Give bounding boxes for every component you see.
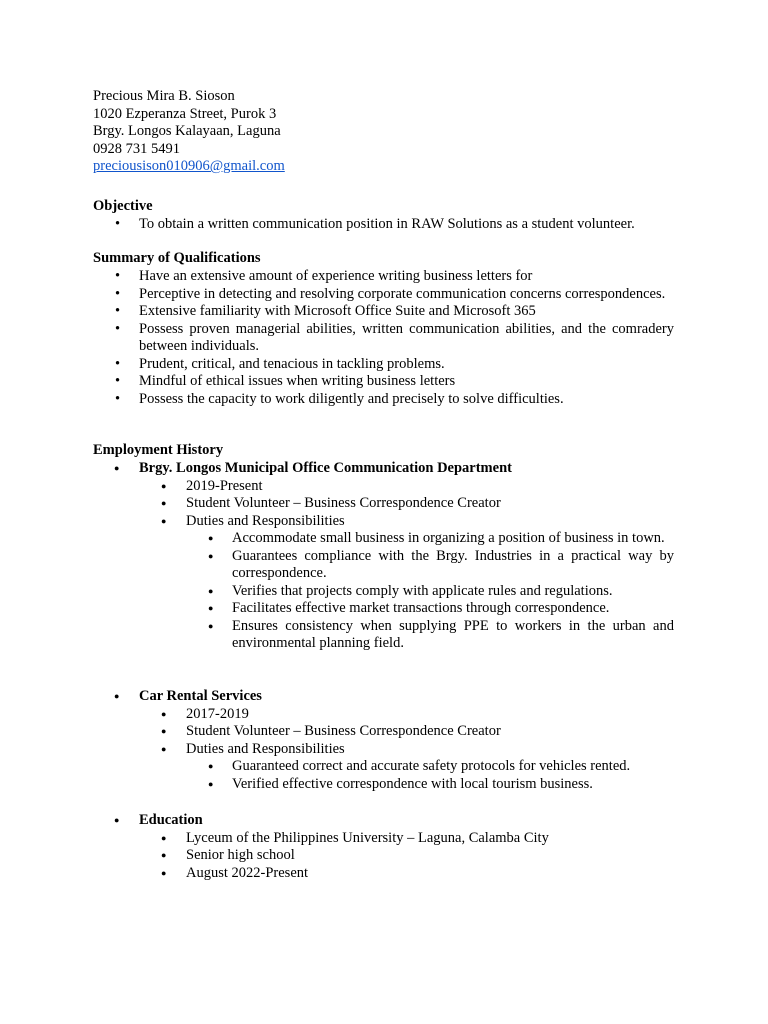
contact-block bbox=[93, 88, 285, 176]
address-barangay: Brgy. Longos Kalayaan, Laguna bbox=[93, 123, 281, 139]
job-period: ● 2017-2019 bbox=[93, 706, 674, 724]
qualification-item: • Extensive familiarity with Microsoft Office Suite and Microsoft 365 bbox=[93, 303, 674, 321]
objective-item: • To obtain a written communication position in RAW Solutions as a student volunteer. bbox=[93, 216, 674, 234]
job-duty: ● Accommodate small business in organizing a position of business in town. bbox=[93, 530, 674, 548]
job-duty: ● Facilitates effective market transactions through correspondence. bbox=[93, 600, 674, 618]
job-company: Brgy. Longos Municipal Office Communication Department bbox=[139, 460, 512, 476]
phone-number: 0928 731 5491 bbox=[93, 140, 180, 157]
qualification-item: • Have an extensive amount of experience writing business letters for bbox=[93, 268, 674, 286]
qualification-item: • Possess proven managerial abilities, written communication abilities, and the comradery between individuals. bbox=[93, 321, 674, 356]
qualification-item: • Possess the capacity to work diligently and precisely to solve difficulties. bbox=[93, 391, 674, 409]
job-entry bbox=[93, 688, 674, 793]
qualifications-list bbox=[93, 268, 674, 408]
job-duty: ● Verifies that projects comply with applicate rules and regulations. bbox=[93, 583, 674, 601]
qualification-item: • Prudent, critical, and tenacious in tackling problems. bbox=[93, 356, 674, 374]
education-heading: Education bbox=[139, 812, 203, 828]
applicant-name: Precious Mira B. Sioson bbox=[93, 88, 235, 104]
job-duty: ● Guarantees compliance with the Brgy. Industries in a practical way by correspondence. bbox=[93, 548, 674, 583]
job-duty: ● Ensures consistency when supplying PPE to workers in the urban and environmental planning field. bbox=[93, 618, 674, 653]
education-section bbox=[93, 812, 674, 882]
qualifications-heading: Summary of Qualifications bbox=[93, 250, 261, 266]
job-period: ● 2019-Present bbox=[93, 478, 674, 496]
job-duty: ● Guaranteed correct and accurate safety protocols for vehicles rented. bbox=[93, 758, 674, 776]
job-duties-label: ● Duties and Responsibilities bbox=[93, 513, 674, 531]
education-item: ● Lyceum of the Philippines University – Laguna, Calamba City bbox=[93, 830, 674, 848]
job-role: ● Student Volunteer – Business Correspondence Creator bbox=[93, 723, 674, 741]
education-item: ● Senior high school bbox=[93, 847, 674, 865]
job-duties-label: ● Duties and Responsibilities bbox=[93, 741, 674, 759]
job-entry bbox=[93, 460, 674, 653]
address-street: 1020 Ezperanza Street, Purok 3 bbox=[93, 105, 277, 122]
job-company: Car Rental Services bbox=[139, 688, 262, 704]
job-duty: ● Verified effective correspondence with local tourism business. bbox=[93, 776, 674, 794]
job-role: ● Student Volunteer – Business Correspondence Creator bbox=[93, 495, 674, 513]
objective-list bbox=[93, 216, 674, 234]
email-link[interactable]: preciousison010906@gmail.com bbox=[93, 158, 285, 174]
qualification-item: • Perceptive in detecting and resolving corporate communication concerns correspondences. bbox=[93, 286, 674, 304]
education-item: ● August 2022-Present bbox=[93, 865, 674, 883]
employment-heading: Employment History bbox=[93, 442, 224, 458]
objective-heading: Objective bbox=[93, 198, 153, 214]
qualification-item: • Mindful of ethical issues when writing business letters bbox=[93, 373, 674, 391]
